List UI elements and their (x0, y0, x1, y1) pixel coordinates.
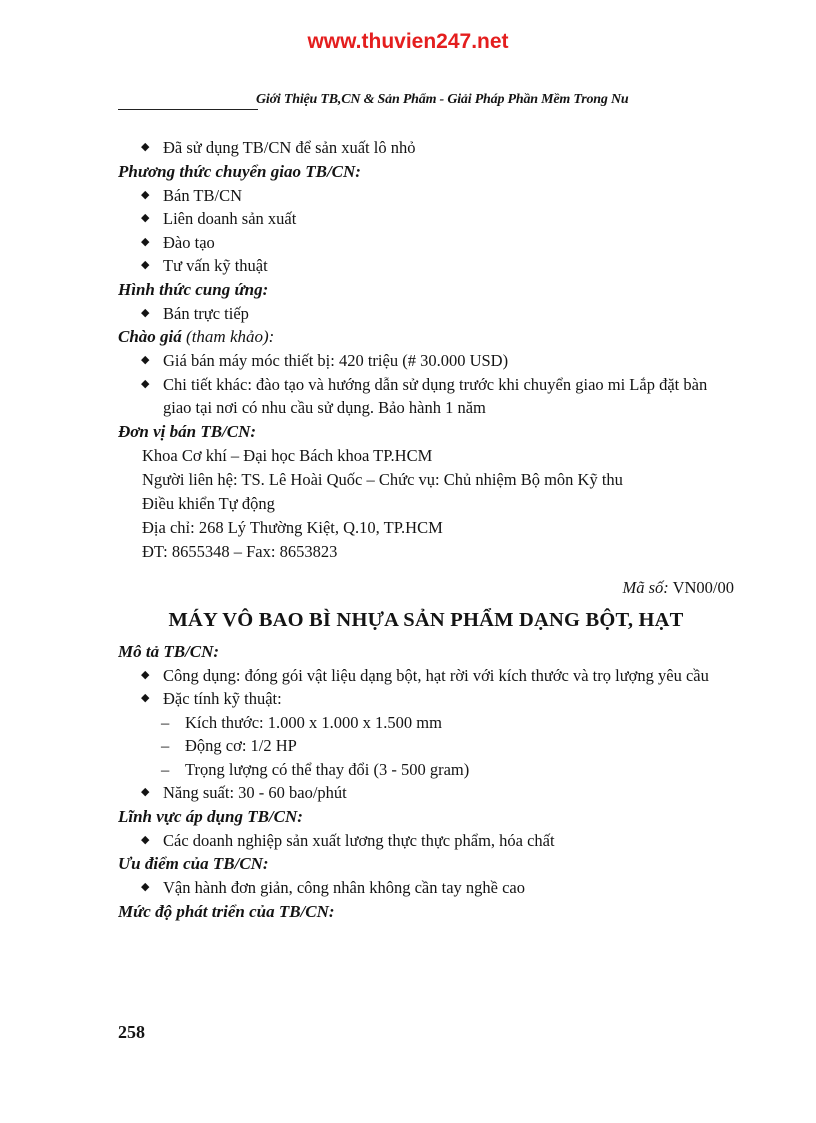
diamond-bullet-icon: ◆ (141, 786, 150, 798)
price-note: (tham khảo): (186, 327, 275, 346)
page-number: 258 (118, 1022, 145, 1042)
diamond-bullet-icon: ◆ (141, 668, 150, 681)
watermark: www.thuvien247.net (307, 30, 509, 53)
diamond-bullet-icon: ◆ (141, 212, 150, 224)
list-item: ◆ Giá bán máy móc thiết bị: 420 triệu (# 30.000 USD) (118, 349, 734, 373)
diamond-bullet-icon: ◆ (141, 881, 150, 893)
list-item: ◆ Liên doanh sản xuất (118, 207, 734, 231)
list-item: ◆ Công dụng: đóng gói vật liệu dạng bột, hạt rời với kích thước và trọ lượng yêu cầu (118, 664, 734, 688)
header-rule (118, 109, 258, 110)
section-heading-price: Chào giá (tham khảo): (118, 327, 275, 346)
diamond-bullet-icon: ◆ (141, 354, 150, 366)
section-heading-advantages: Ưu điểm của TB/CN: (118, 854, 269, 873)
section-heading-seller: Đơn vị bán TB/CN: (118, 421, 257, 441)
list-item: ◆ Vận hành đơn giản, công nhân không cần tay nghề cao (118, 876, 734, 900)
list-item: ◆ Bán trực tiếp (118, 302, 734, 326)
section-heading-development: Mức độ phát triển của TB/CN: (118, 901, 335, 921)
seller-line: Người liên hệ: TS. Lê Hoài Quốc – Chức vụ: Chủ nhiệm Bộ môn Kỹ thu (142, 469, 623, 489)
product-code: Mã số: VN00/00 (622, 577, 734, 597)
diamond-bullet-icon: ◆ (141, 141, 150, 153)
seller-line: Điều khiển Tự động (142, 493, 275, 513)
spec-item: – Trọng lượng có thể thay đổi (3 - 500 gram) (118, 758, 734, 782)
list-item: ◆ Bán TB/CN (118, 184, 734, 208)
diamond-bullet-icon: ◆ (141, 833, 150, 846)
header-text: Giới Thiệu TB,CN & Sản Phẩm - Giải Pháp Phần Mềm Trong Nu (256, 92, 629, 107)
list-item: ◆ Đã sử dụng TB/CN để sản xuất lô nhỏ (118, 136, 734, 160)
section-heading-description: Mô tả TB/CN: (118, 641, 220, 661)
diamond-bullet-icon: ◆ (141, 259, 150, 271)
list-item: ◆ Đặc tính kỹ thuật: (118, 687, 734, 711)
list-item: ◆ Chi tiết khác: đào tạo và hướng dẫn sử dụng trước khi chuyển giao mi Lắp đặt bàn giao tại nơi có nhu cầu sử dụng. Bảo hành 1 năm (141, 374, 708, 417)
spec-item: – Động cơ: 1/2 HP (118, 734, 734, 758)
diamond-bullet-icon: ◆ (141, 235, 150, 248)
diamond-bullet-icon: ◆ (141, 692, 150, 704)
section-heading-transfer: Phương thức chuyển giao TB/CN: (118, 161, 361, 181)
list-item: ◆ Năng suất: 30 - 60 bao/phút (118, 781, 734, 805)
section-heading-field: Lĩnh vực áp dụng TB/CN: (118, 806, 303, 826)
seller-line: ĐT: 8655348 – Fax: 8653823 (142, 541, 338, 561)
page-content (118, 136, 734, 924)
diamond-bullet-icon: ◆ (141, 306, 150, 319)
running-header (118, 92, 738, 116)
seller-line: Địa chỉ: 268 Lý Thường Kiệt, Q.10, TP.HCM (142, 517, 443, 537)
product-title: MÁY VÔ BAO BÌ NHỰA SẢN PHẨM DẠNG BỘT, HẠT (168, 608, 684, 631)
list-item: ◆ Các doanh nghiệp sản xuất lương thực thực phẩm, hóa chất (118, 829, 734, 853)
dash-bullet: – (161, 759, 170, 779)
dash-bullet: – (161, 736, 170, 755)
diamond-bullet-icon: ◆ (141, 188, 150, 201)
section-heading-supply: Hình thức cung ứng: (118, 279, 269, 299)
diamond-bullet-icon: ◆ (141, 377, 150, 390)
dash-bullet: – (161, 712, 170, 732)
seller-line: Khoa Cơ khí – Đại học Bách khoa TP.HCM (142, 445, 433, 465)
list-item: ◆ Tư vấn kỹ thuật (118, 254, 734, 278)
spec-item: – Kích thước: 1.000 x 1.000 x 1.500 mm (118, 711, 734, 735)
list-item: ◆ Đào tạo (118, 231, 734, 255)
